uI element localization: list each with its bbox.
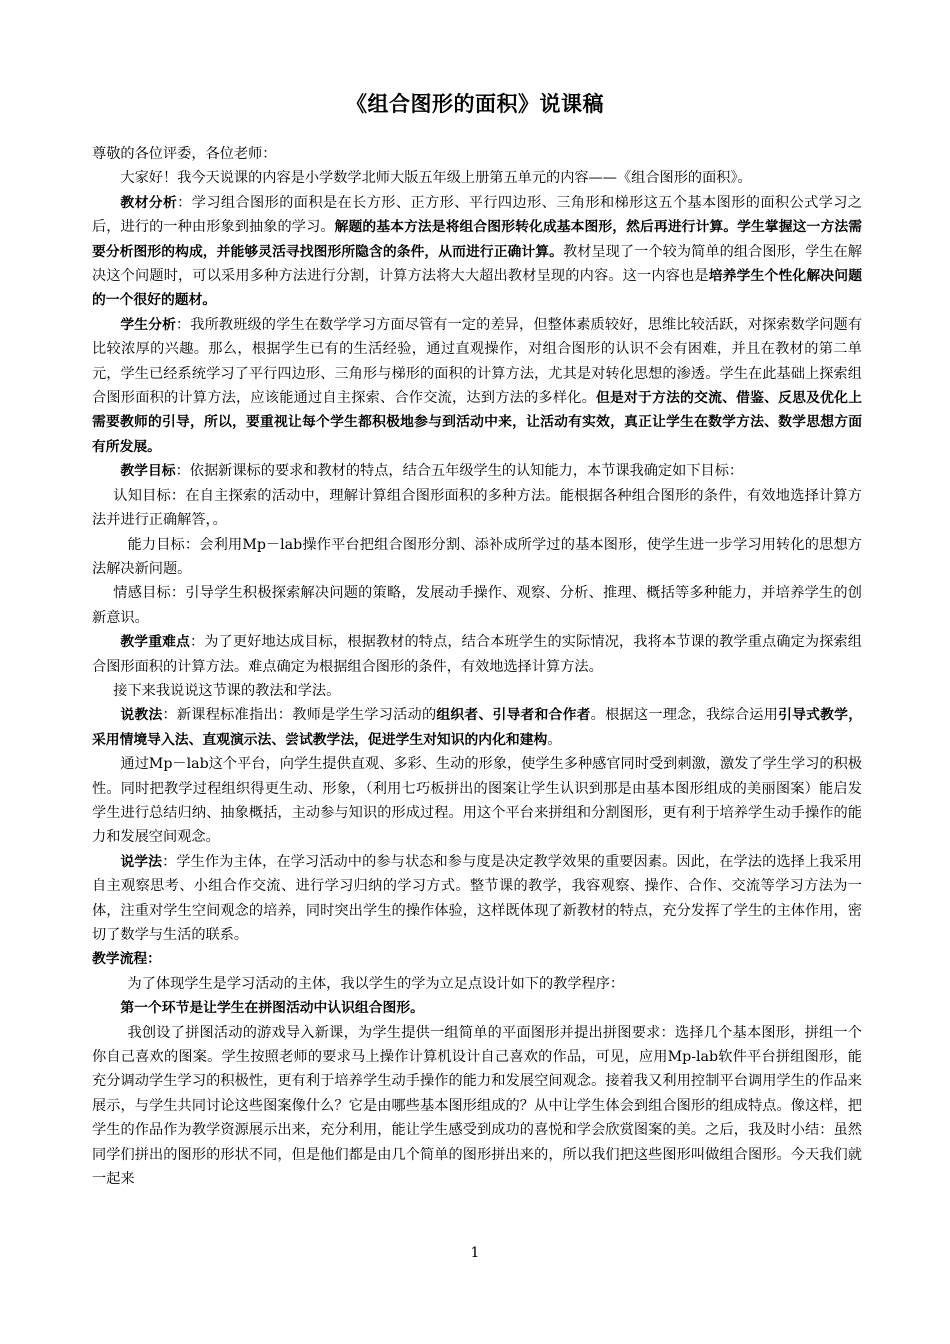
- process-intro: 为了体现学生是学习活动的主体，我以学生的学为立足点设计如下的教学程序：: [127, 975, 625, 992]
- key-points-paragraph: 教学重难点：为了更好地达成目标，根据教材的特点，结合本班学生的实际情况，我将本节课的教学重点确定为探索组合图形面积的计算方法。难点确定为根据组合图形的条件，有效地选择计算方法。: [92, 634, 862, 675]
- cognitive-goal: 认知目标：在自主探索的活动中，理解计算组合图形面积的多种方法。能根据各种组合图形的条件，有效地选择计算方法并进行正确解答，。: [92, 487, 862, 529]
- ability-goal: 能力目标：会利用Mp－lab操作平台把组合图形分割、添补成所学过的基本图形，使学生进一步学习用转化的思想方法解决新问题。: [92, 536, 862, 577]
- page-number: 1: [470, 1245, 480, 1261]
- teaching-goals-heading: 教学目标: [120, 463, 176, 480]
- teaching-method-heading: 说教法: [120, 707, 163, 724]
- learning-method-paragraph: 说学法：学生作为主体，在学习活动中的参与状态和参与度是决定教学效果的重要因素。因此，在学法的选择上我采用自主观察思考、小组合作交流、进行学习归纳的学习方式。整节课的教学，我容观察、操作、合作、交流等学习方法为一体，注重对学生空间观念的培养，同时突出学生的操作体验，这样既体现了新教材的特点，充分发挥了学生的主体作用，密切了数学与生活的联系。: [92, 853, 862, 943]
- teaching-method-paragraph: 说教法：新课程标准指出：教师是学生学习活动的组织者、引导者和合作者。根据这一理念，我综合运用引导式教学，采用情境导入法、直观演示法、尝试教学法，促进学生对知识的内化和建构。: [92, 707, 862, 748]
- teaching-goals-paragraph: 教学目标：依据新课标的要求和教材的特点，结合五年级学生的认知能力，本节课我确定如下目标：: [120, 463, 744, 480]
- learning-method-heading: 说学法: [120, 853, 163, 870]
- transition-paragraph: 接下来我说说这节课的教法和学法。: [113, 682, 341, 699]
- intro-paragraph: 大家好！我今天说课的内容是小学数学北师大版五年级上册第五单元的内容——《组合图形的面积》。: [120, 170, 752, 187]
- student-analysis-heading: 学生分析: [120, 316, 177, 333]
- greeting: 尊敬的各位评委，各位老师：: [92, 146, 277, 162]
- document-body: [92, 142, 862, 1191]
- process-heading: 教学流程：: [92, 951, 161, 968]
- emotion-goal: 情感目标：引导学生积极探索解决问题的策略，发展动手操作、观察、分析、推理、概括等多种能力，并培养学生的创新意识。: [92, 585, 862, 626]
- student-analysis-paragraph: 学生分析：我所教班级的学生在数学学习方面尽管有一定的差异，但整体素质较好，思维比较活跃，对探索数学问题有比较浓厚的兴趣。那么，根据学生已有的生活经验，通过直观操作，对组合图形的认识不会有困难，并且在教材的第二单元，学生已经系统学习了平行四边形、三角形与梯形的面积的计算方法，尤其是对转化思想的渗透。学生在此基础上探索组合图形面积的计算方法，应该能通过自主探索、合作交流，达到方法的多样化。但是对于方法的交流、借鉴、反思及优化上需要教师的引导，所以，要重视让每个学生都积极地参与到活动中来，让活动有实效，真正让学生在数学方法、数学思想方面有所发展。: [92, 316, 863, 455]
- key-points-heading: 教学重难点: [120, 634, 190, 651]
- textbook-analysis-heading: 教材分析: [120, 194, 178, 211]
- process-step-1-text: 我创设了拼图活动的游戏导入新课，为学生提供一组简单的平面图形并提出拼图要求：选择几个基本图形，拼组一个你自己喜欢的图案。学生按照老师的要求马上操作计算机设计自己喜欢的作品，可见，应用Mp-lab软件平台拼组图形，能充分调动学生学习的积极性，更有利于培养学生动手操作的能力和发展空间观念。接着我又利用控制平台调用学生的作品来展示，与学生共同讨论这些图案像什么？它是由哪些基本图形组成的？从中让学生体会到组合图形的组成特点。像这样，把学生的作品作为教学资源展示出来，充分利用，能让学生感受到成功的喜悦和学会欣赏图案的美。之后，我及时小结：虽然同学们拼出的图形的形状不同，但是他们都是由几个简单的图形拼出来的，所以我们把这些图形叫做组合图形。今天我们就一起来: [92, 1024, 862, 1188]
- document-title: 《组合图形的面积》说课稿: [346, 92, 604, 116]
- process-step-1: 第一个环节是让学生在拼图活动中认识组合图形。: [120, 1000, 424, 1017]
- teaching-method-detail: 通过Mp－lab这个平台，向学生提供直观、多彩、生动的形象，使学生多种感官同时受到刺激，激发了学生学习的积极性。同时把教学过程组织得更生动、形象，（利用七巧板拼出的图案让学生认识到那是由基本图形组成的美丽图案）能启发学生进行总结归纳、抽象概括，主动参与知识的形成过程。用这个平台来拼组和分割图形，更有利于培养学生动手操作的能力和发展空间观念。: [92, 756, 862, 846]
- textbook-analysis-paragraph: 教材分析：学习组合图形的面积是在长方形、正方形、平行四边形、三角形和梯形这五个基本图形的面积公式学习之后，进行的一种由形象到抽象的学习。解题的基本方法是将组合图形转化成基本图形，然后再进行计算。学生掌握这一方法需要分析图形的构成，并能够灵活寻找图形所隐含的条件，从而进行正确计算。教材呈现了一个较为简单的组合图形，学生在解决这个问题时，可以采用多种方法进行分割，计算方法将大大超出教材呈现的内容。这一内容也是培养学生个性化解决问题的一个很好的题材。: [92, 194, 862, 309]
